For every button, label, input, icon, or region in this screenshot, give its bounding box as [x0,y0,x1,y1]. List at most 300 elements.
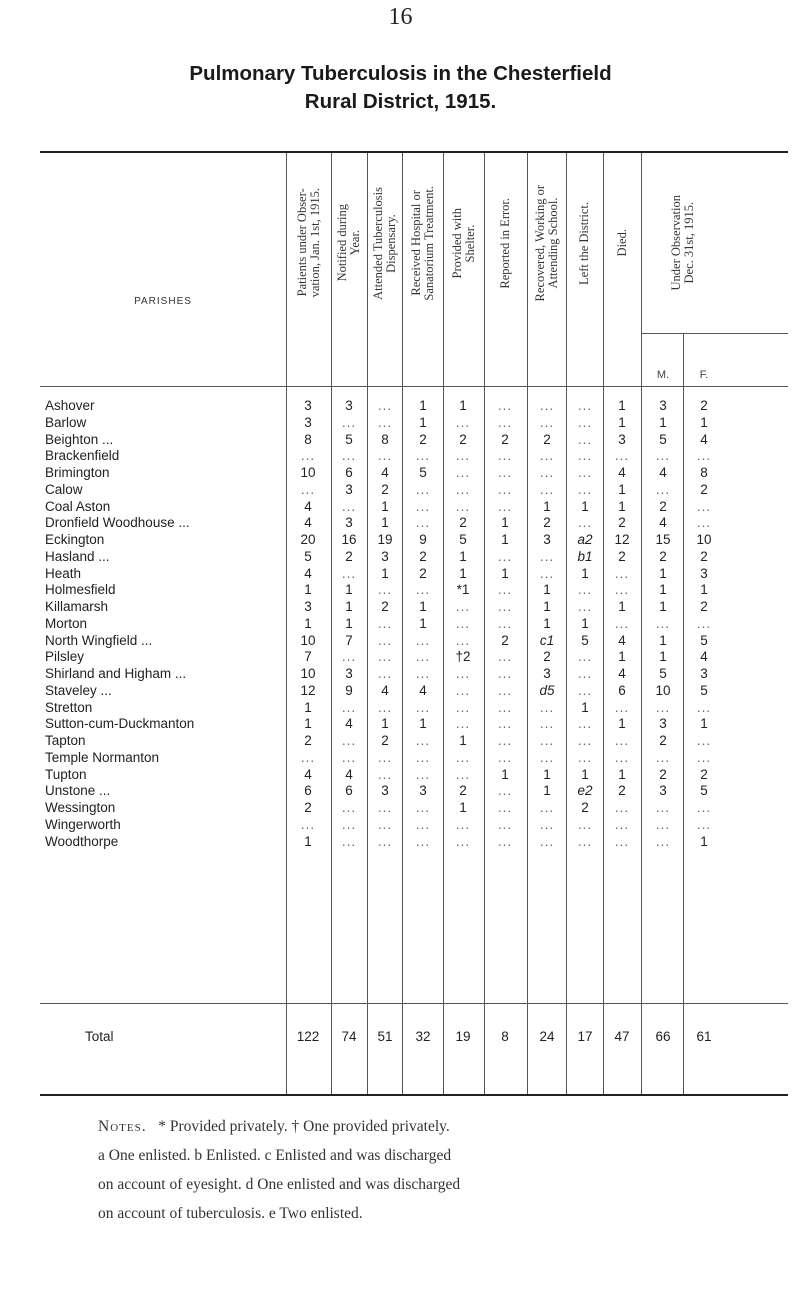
table-cell: ... [577,749,593,765]
table-cell: 3 [419,783,427,799]
table-cell: ... [377,816,393,832]
table-cell: 2 [659,548,667,564]
table-cell: ... [497,800,513,815]
table-cell: 6 [618,682,626,698]
table-cell: ... [539,833,555,849]
table-cell: ... [497,749,513,765]
table-cell: ... [696,615,712,631]
table-cell: 10 [300,632,316,648]
table-cell: ... [377,766,393,782]
table-cell: 5 [700,682,708,698]
column-header [641,153,724,333]
parish-name-text: Calow [45,481,83,497]
table-cell: 5 [304,548,312,564]
table-cell: ... [696,800,712,815]
parish-name-text: Wingerworth [45,816,121,832]
table-cell: ... [300,816,316,832]
parish-name-text: Barlow [45,414,87,430]
table-row [40,599,788,615]
table-row [40,683,788,699]
column-header [484,153,527,333]
table-row [40,716,788,732]
table-cell: 2 [700,766,708,782]
table-row [40,465,788,481]
table-row [40,616,788,632]
table-cell: 1 [618,599,626,614]
table-cell: ... [497,582,513,598]
table-cell: ... [577,666,593,681]
table-cell: ... [377,632,393,648]
table-cell: 2 [459,515,467,531]
table-cell: a2 [577,532,593,547]
parish-name [45,532,285,548]
notes-line-4: on account of tuberculosis. e Two enlisted. [98,1205,363,1222]
parish-name [45,582,285,598]
table-cell: ... [614,565,630,581]
table-cell: 1 [419,414,427,430]
table-cell: 122 [296,1029,320,1044]
table-cell: 5 [659,666,667,681]
table-cell: 2 [700,599,708,614]
table-cell: ... [497,398,513,413]
table-cell: 1 [419,599,427,614]
table-cell: 2 [618,515,626,531]
table-cell: 4 [381,682,389,698]
parish-name [45,599,285,615]
table-cell: ... [455,481,471,497]
table-cell: ... [655,699,671,715]
table-cell: 1 [543,498,551,514]
table-cell: ... [696,448,712,464]
table-cell: 2 [501,632,509,648]
table-cell: ... [415,800,431,815]
table-cell: 4 [659,465,667,480]
parish-name-text: Beighton ... [45,431,114,447]
table-cell: 3 [700,666,708,681]
parish-name [45,649,285,665]
table-cell: ... [696,515,712,531]
table-cell: ... [614,448,630,464]
table-cell: 3 [381,783,389,799]
parish-name-text: Dronfield Woodhouse ... [45,515,190,531]
table-cell: ... [614,582,630,598]
table-cell: 1 [581,498,589,514]
table-cell: 2 [700,398,708,413]
table-cell: ... [377,833,393,849]
table-cell: ... [415,733,431,748]
table-cell: 4 [304,565,312,581]
parish-name-text: Woodthorpe [45,833,119,849]
table-cell: 8 [304,431,312,447]
table-cell: ... [415,749,431,765]
column-header-label: Recovered, Working or Attending School. [532,184,560,302]
table-cell: 8 [381,431,389,447]
table-cell: 1 [419,615,427,631]
table-cell: 12 [614,532,630,547]
table-cell: ... [415,699,431,715]
table-cell: 2 [459,431,467,447]
table-cell: ... [455,716,471,732]
table-cell: ... [455,615,471,631]
table-cell: 1 [381,498,389,514]
table-cell: ... [415,666,431,681]
table-cell: 1 [618,481,626,497]
table-cell: 2 [459,783,467,799]
table-cell: ... [577,515,593,531]
table-cell: ... [539,481,555,497]
parish-name-text: Eckington [45,532,105,547]
table-cell: 2 [618,548,626,564]
table-cell: ... [539,816,555,832]
parish-name [45,666,285,682]
table-cell: ... [377,699,393,715]
parish-name [45,465,285,481]
table-cell: 17 [577,1029,593,1044]
table-cell: 8 [501,1029,509,1044]
table-cell: 10 [655,682,671,698]
table-cell: 3 [659,783,667,799]
column-header [527,153,566,333]
table-cell: ... [377,582,393,598]
table-cell: 1 [581,615,589,631]
table-cell: 4 [419,682,427,698]
table-cell: ... [377,749,393,765]
table-cell: 1 [381,515,389,531]
table-cell: 7 [345,632,353,648]
table-cell: ... [539,414,555,430]
table-cell: ... [341,749,357,765]
table-row [40,633,788,649]
table-cell: ... [455,448,471,464]
table-cell: 1 [659,649,667,665]
table-cell: ... [614,833,630,849]
table-row [40,398,788,414]
table-row [40,700,788,716]
table-cell: 2 [381,733,389,748]
table-cell: ... [539,548,555,564]
parish-name [45,817,285,833]
table-cell: ... [577,481,593,497]
table-cell: 61 [696,1029,712,1044]
column-header [331,153,367,333]
tuberculosis-table [40,151,788,1096]
table-cell: ... [577,414,593,430]
table-cell: ... [655,816,671,832]
parish-name-text: Tupton [45,766,87,782]
table-cell: 1 [659,582,667,598]
table-cell: 12 [300,682,316,698]
table-cell: ... [341,649,357,665]
table-cell: 1 [659,632,667,648]
parish-name [45,515,285,531]
table-cell: ... [655,749,671,765]
header-rule [40,386,788,387]
table-cell: 6 [345,465,353,480]
table-cell: 1 [659,599,667,614]
table-cell: ... [415,632,431,648]
table-cell: ... [377,414,393,430]
table-cell: ... [539,565,555,581]
table-cell: ... [300,749,316,765]
notes-line-2: a One enlisted. b Enlisted. c Enlisted and was discharged [98,1147,452,1164]
table-cell: 1 [501,766,509,782]
table-cell: 1 [501,565,509,581]
table-cell: 1 [304,833,312,849]
table-cell: ... [497,733,513,748]
table-row [40,482,788,498]
table-cell: 2 [659,498,667,514]
table-cell: 3 [543,532,551,547]
table-cell: 15 [655,532,671,547]
table-cell: 1 [618,398,626,413]
table-cell: ... [341,733,357,748]
table-cell: 3 [304,398,312,413]
table-cell: 1 [459,398,467,413]
table-cell: ... [696,733,712,748]
table-cell: 1 [345,599,353,614]
table-cell: ... [577,448,593,464]
table-cell: 1 [700,582,708,598]
column-header-label: Received Hospital or Sanatorium Treatment. [408,185,436,301]
table-cell: 2 [345,548,353,564]
table-row [40,783,788,799]
table-cell: ... [415,515,431,531]
table-cell: 2 [501,431,509,447]
parish-name-text: Ashover [45,398,95,413]
table-cell: ... [614,733,630,748]
table-cell: 2 [381,481,389,497]
parish-name-text: Temple Normanton [45,749,160,765]
table-cell: 2 [700,481,708,497]
table-cell: 1 [459,733,467,748]
table-cell: 2 [543,515,551,531]
parish-name-text: Pilsley [45,649,85,665]
table-cell: ... [539,733,555,748]
table-cell: ... [539,398,555,413]
table-row [40,649,788,665]
table-cell: 1 [618,649,626,665]
table-cell: ... [341,699,357,715]
table-row [40,733,788,749]
table-cell: ... [415,833,431,849]
notes-text-1: * Provided privately. † One provided privately. [158,1118,450,1135]
table-cell: ... [655,615,671,631]
table-cell: 19 [377,532,393,547]
table-cell: 10 [696,532,712,547]
table-cell: 19 [455,1029,471,1044]
table-cell: c1 [539,632,555,648]
table-cell: ... [341,816,357,832]
table-cell: 66 [655,1029,671,1044]
table-cell: ... [577,833,593,849]
table-cell: ... [655,481,671,497]
table-cell: 4 [304,515,312,531]
table-cell: ... [455,699,471,715]
table-cell: ... [497,666,513,681]
table-cell: 6 [345,783,353,799]
table-cell: ... [497,599,513,614]
table-cell: ... [377,398,393,413]
table-cell: 8 [700,465,708,480]
table-cell: 4 [304,498,312,514]
table-cell: 2 [659,766,667,782]
table-row [40,666,788,682]
table-cell: *1 [456,582,470,598]
table-cell: 3 [618,431,626,447]
table-cell: ... [455,465,471,480]
table-cell: ... [497,448,513,464]
table-cell: †2 [455,649,471,665]
table-cell: ... [497,465,513,480]
parish-name [45,683,285,699]
table-cell: ... [577,465,593,480]
table-cell: 3 [543,666,551,681]
column-header-label: Patients under Obser- vation, Jan. 1st, 1915. [294,188,322,298]
table-cell: 1 [381,716,389,732]
table-cell: ... [577,398,593,413]
table-cell: 1 [345,615,353,631]
parish-name [45,716,285,732]
table-cell: ... [577,816,593,832]
table-cell: 10 [300,465,316,480]
table-cell: ... [341,498,357,514]
parish-name [45,432,285,448]
table-cell: ... [455,414,471,430]
table-cell: 4 [304,766,312,782]
table-cell: ... [455,816,471,832]
table-cell: ... [539,465,555,480]
table-cell: ... [539,699,555,715]
table-cell: 2 [381,599,389,614]
table-cell: 1 [659,565,667,581]
table-cell: 3 [700,565,708,581]
table-cell: 1 [459,565,467,581]
column-header-label: Notified during Year. [335,204,362,282]
parish-name-text: Morton [45,615,88,631]
parish-name [45,767,285,783]
table-cell: 3 [381,548,389,564]
table-cell: ... [539,800,555,815]
table-row [40,750,788,766]
table-cell: 51 [377,1029,393,1044]
table-cell: ... [577,582,593,598]
table-cell: ... [614,699,630,715]
column-header [367,153,402,333]
table-cell: ... [539,749,555,765]
table-cell: 2 [419,565,427,581]
table-cell: 1 [581,766,589,782]
table-cell: ... [497,699,513,715]
table-cell: 1 [581,565,589,581]
table-cell: 2 [618,783,626,799]
parish-name-text: Holmesfield [45,582,116,598]
table-cell: 20 [300,532,316,547]
table-cell: 4 [345,716,353,732]
table-row [40,432,788,448]
table-row [40,834,788,850]
parish-name-text: Shirland and Higham ... [45,666,187,681]
table-cell: 4 [700,431,708,447]
table-cell: 7 [304,649,312,665]
table-cell: 1 [543,582,551,598]
table-cell: 5 [700,632,708,648]
table-cell: d5 [539,682,555,698]
table-cell: ... [377,666,393,681]
table-cell: ... [377,448,393,464]
table-cell: 2 [304,733,312,748]
table-row [40,817,788,833]
table-cell: ... [655,448,671,464]
parish-name-text: Wessington [45,800,116,815]
table-cell: 16 [341,532,357,547]
table-cell: ... [341,833,357,849]
table-cell: ... [614,749,630,765]
table-cell: ... [455,749,471,765]
table-cell: 9 [345,682,353,698]
table-cell: 2 [581,800,589,815]
table-cell: ... [497,783,513,799]
table-cell: 4 [618,632,626,648]
table-cell: ... [300,481,316,497]
column-header-label: Attended Tuberculosis Dispensary. [370,186,398,300]
parish-name-text: Hasland ... [45,548,110,564]
table-cell: 1 [543,783,551,799]
table-row [40,499,788,515]
table-cell: 2 [304,800,312,815]
table-cell: ... [497,498,513,514]
table-cell: ... [415,448,431,464]
table-cell: 1 [459,548,467,564]
table-cell: 1 [581,699,589,715]
notes-line-3: on account of eyesight. d One enlisted and was discharged [98,1176,461,1193]
column-header-label: Provided with Shelter. [449,207,477,279]
total-row [40,1029,788,1045]
table-cell: 1 [459,800,467,815]
notes-label: Notes. [98,1118,147,1135]
parish-name-text: Brackenfield [45,448,120,464]
table-cell: ... [497,833,513,849]
table-cell: 3 [304,599,312,614]
parish-name [45,633,285,649]
page-number: 16 [388,4,413,30]
table-cell: 1 [543,615,551,631]
table-cell: ... [497,816,513,832]
table-cell: 5 [419,465,427,480]
column-header-label: Left the District. [577,201,591,285]
parish-name [45,482,285,498]
parish-name [45,499,285,515]
column-header [402,153,443,333]
table-cell: 1 [345,582,353,598]
table-row [40,415,788,431]
table-cell: ... [497,649,513,665]
table-cell: ... [655,833,671,849]
table-cell: 3 [304,414,312,430]
parish-name-text: North Wingfield ... [45,632,153,648]
table-cell: 1 [304,699,312,715]
parish-name-text: Unstone ... [45,783,111,799]
table-cell: 5 [459,532,467,547]
table-cell: 1 [618,414,626,430]
table-cell: ... [377,615,393,631]
table-cell: ... [497,716,513,732]
table-cell: ... [497,548,513,564]
table-cell: 2 [543,431,551,447]
parish-name [45,800,285,816]
table-row [40,582,788,598]
table-cell: 1 [700,833,708,849]
table-row [40,800,788,816]
